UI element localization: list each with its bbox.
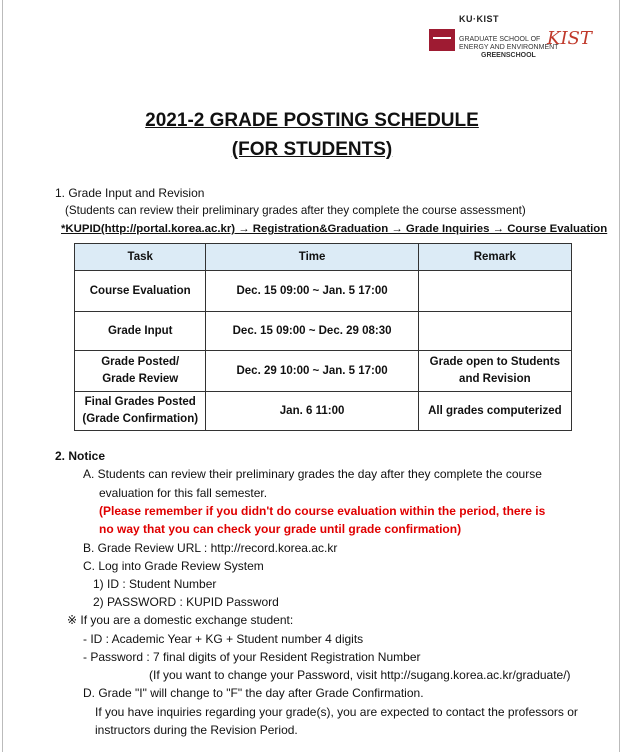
notice-a-line1: A. Students can review their preliminary grades the day after they complete the course	[83, 467, 542, 481]
document-subtitle: (FOR STUDENTS)	[231, 139, 393, 160]
header-task: Task	[75, 244, 206, 271]
notice-a-warning-line1: (Please remember if you didn't do course evaluation within the period, there is	[99, 504, 546, 518]
row-time: Jan. 6 11:00	[206, 392, 418, 431]
notice-b-url: B. Grade Review URL : http://record.korea.ac.kr	[83, 541, 338, 555]
school-logo	[429, 14, 592, 66]
section1-note: (Students can review their preliminary grades after they complete the course assessment)	[65, 204, 526, 217]
logo-school-line1: GRADUATE SCHOOL OF	[459, 36, 541, 43]
row-task: Grade Posted/ Grade Review	[75, 351, 206, 392]
notice-a-line2: evaluation for this fall semester.	[99, 486, 268, 500]
row-task: Final Grades Posted (Grade Confirmation)	[75, 392, 206, 431]
notice-heading: 2. Notice	[55, 449, 106, 463]
row-remark: Grade open to Students and Revision	[418, 351, 571, 392]
row-task: Grade Input	[75, 312, 206, 351]
exchange-password-note: (If you want to change your Password, visit http://sugang.korea.ac.kr/graduate/)	[149, 668, 571, 682]
notice-d-line2: If you have inquiries regarding your grade(s), you are expected to contact the professors or	[95, 705, 578, 719]
exchange-student-heading: ※ If you are a domestic exchange student:	[67, 613, 294, 627]
grade-schedule-table	[74, 243, 572, 431]
document-page	[2, 0, 620, 752]
kupid-path: *KUPID(http://portal.korea.ac.kr) → Registration&Graduation → Grade Inquiries → Course Evaluation	[61, 223, 608, 235]
document-title: 2021-2 GRADE POSTING SCHEDULE	[145, 110, 479, 131]
table-header-row	[75, 244, 572, 271]
row-remark	[418, 312, 571, 351]
table-row	[75, 271, 572, 312]
logo-kukist-text: KU·KIST	[459, 14, 499, 24]
exchange-password: - Password : 7 final digits of your Resident Registration Number	[83, 650, 421, 664]
notice-c-password: 2) PASSWORD : KUPID Password	[93, 595, 279, 609]
row-time: Dec. 15 09:00 ~ Dec. 29 08:30	[206, 312, 418, 351]
section1-heading: 1. Grade Input and Revision	[55, 186, 205, 200]
header-time: Time	[206, 244, 418, 271]
row-time: Dec. 29 10:00 ~ Jan. 5 17:00	[206, 351, 418, 392]
logo-emblem-icon	[429, 29, 455, 51]
table-row	[75, 351, 572, 392]
row-time: Dec. 15 09:00 ~ Jan. 5 17:00	[206, 271, 418, 312]
notice-c-id: 1) ID : Student Number	[93, 577, 217, 591]
notice-a-warning-line2: no way that you can check your grade until grade confirmation)	[99, 522, 462, 536]
header-remark: Remark	[418, 244, 571, 271]
notice-d-line3: instructors during the Revision Period.	[95, 723, 298, 737]
table-row	[75, 392, 572, 431]
row-remark	[418, 271, 571, 312]
kist-logo-text: KIST	[547, 28, 592, 49]
notice-d: D. Grade "I" will change to "F" the day after Grade Confirmation.	[83, 686, 424, 700]
table-row	[75, 312, 572, 351]
logo-greenschool-text: GREENSCHOOL	[481, 52, 536, 59]
row-remark: All grades computerized	[418, 392, 571, 431]
logo-school-line2: ENERGY AND ENVIRONMENT	[459, 44, 559, 51]
notice-c: C. Log into Grade Review System	[83, 559, 264, 573]
exchange-id: - ID : Academic Year + KG + Student number 4 digits	[83, 632, 364, 646]
row-task: Course Evaluation	[75, 271, 206, 312]
